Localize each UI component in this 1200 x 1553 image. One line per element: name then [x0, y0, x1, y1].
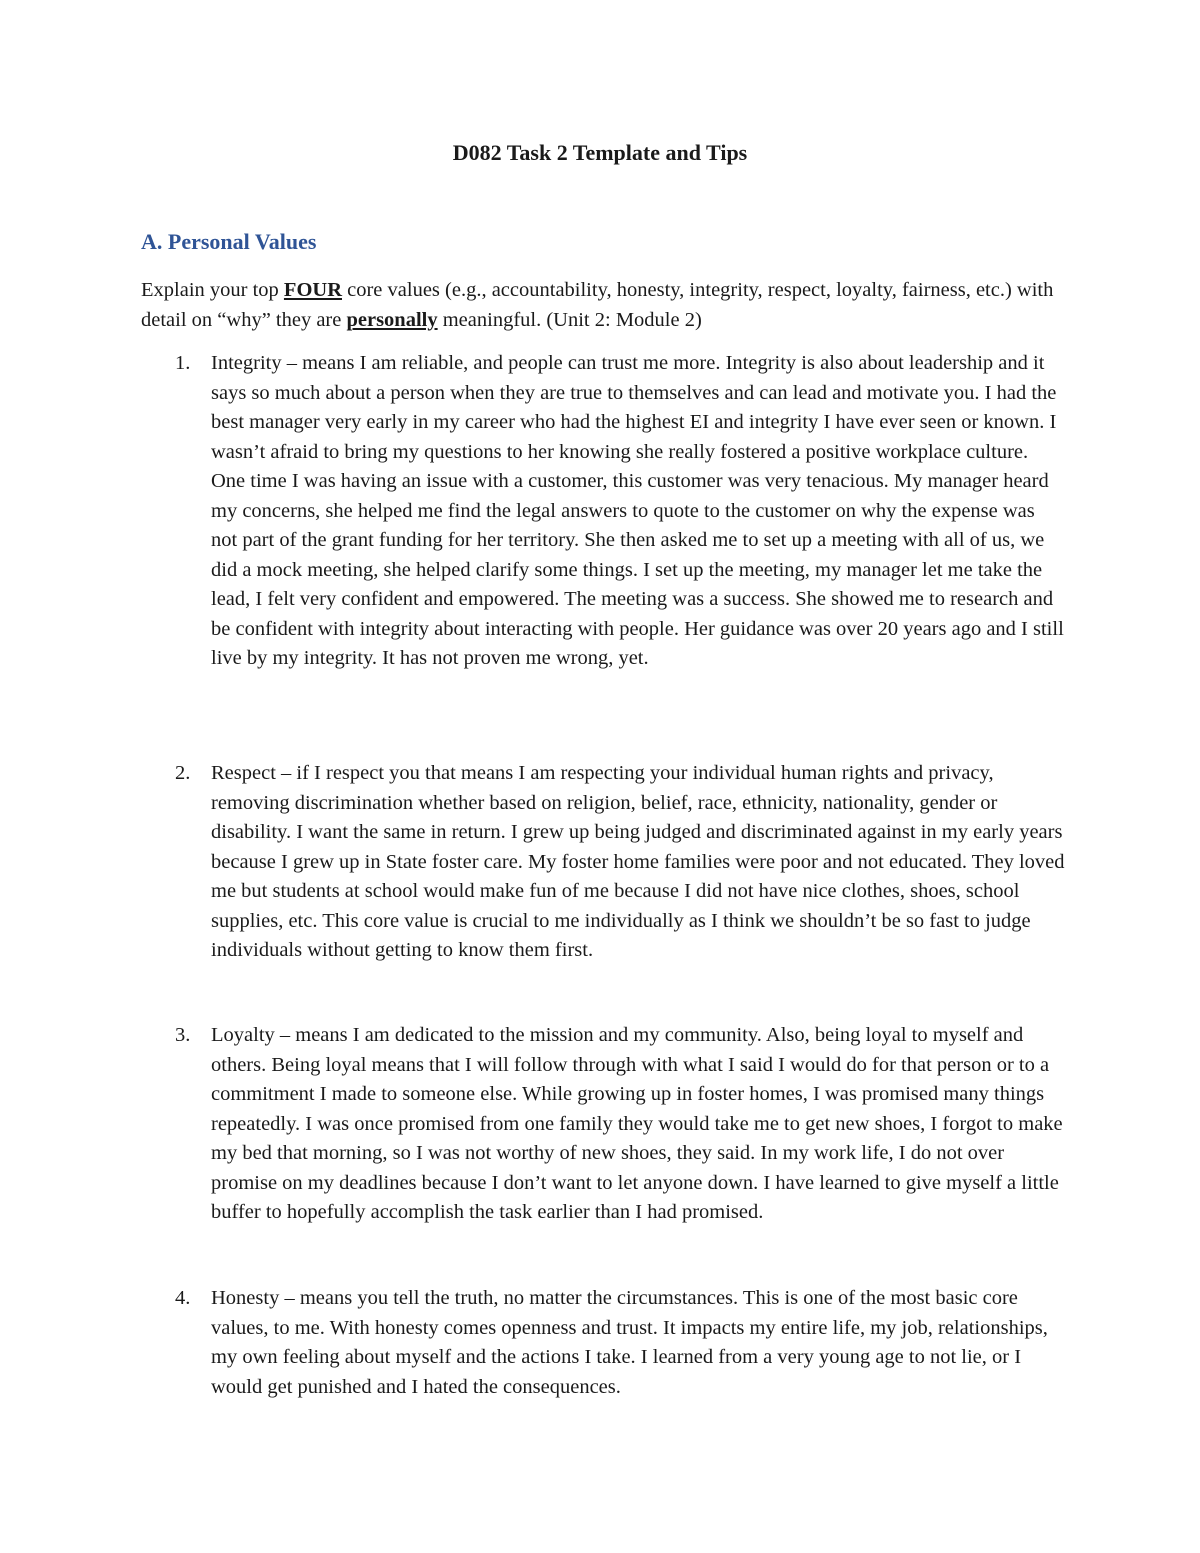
instructions-paragraph [141, 276, 1061, 335]
instructions-text: Explain your top [141, 279, 284, 301]
value-list-item-loyalty [141, 1021, 1066, 1228]
instructions-emphasis-personally: personally [346, 308, 438, 331]
list-number: 2. [175, 762, 191, 784]
list-number: 4. [175, 1287, 191, 1309]
value-list-item-respect [141, 759, 1066, 966]
instructions-emphasis-four: FOUR [283, 279, 342, 301]
value-list-item-honesty [141, 1284, 1066, 1402]
value-description: Respect – if I respect you that means I am respecting your individual human rights and privacy, removing discrimination whether based on religion, belief, race, ethnicity, nationality, gender or disability. I want the same in return. I grew up being judged and discriminated against in my early years because I grew up in State foster care. My foster home families were poor and not educated. They loved me but students at school would make fun of me because I did not have nice clothes, shoes, school supplies, etc. This core value is crucial to me individually as I think we shouldn’t be so fast to judge individuals without getting to know them first. [211, 762, 1065, 961]
value-list-item-integrity [141, 349, 1066, 674]
list-number: 1. [175, 352, 191, 374]
value-description: Integrity – means I am reliable, and people can trust me more. Integrity is also about leadership and it says so much about a person when they are true to themselves and can lead and motivate you. I had the best manager very early in my career who had the highest EI and integrity I have ever seen or known. I wasn’t afraid to bring my questions to her knowing she really fostered a positive workplace culture. One time I was having an issue with a customer, this customer was very tenacious. My manager heard my concerns, she helped me find the legal answers to quote to the customer on why the expense was not part of the grant funding for her territory. She then asked me to set up a meeting with all of us, we did a mock meeting, she helped clarify some things. I set up the meeting, my manager let me take the lead, I felt very confident and empowered. The meeting was a success. She showed me to research and be confident with integrity about interacting with people. Her guidance was over 20 years ago and I still live by my integrity. It has not proven me wrong, yet. [211, 352, 1064, 669]
instructions-text: meaningful. (Unit 2: Module 2) [437, 308, 702, 331]
value-description: Honesty – means you tell the truth, no matter the circumstances. This is one of the most basic core values, to me. With honesty comes openness and trust. It impacts my entire life, my job, relationships, my own feeling about myself and the actions I take. I learned from a very young age to not lie, or I would get punished and I hated the consequences. [211, 1287, 1048, 1398]
instructions-text: core values (e.g., accountability, honesty, integrity, respect, loyalty, fairness, etc.) with detail on “why” they are [141, 279, 1054, 331]
list-number: 3. [175, 1024, 191, 1046]
section-heading: A. Personal Values [141, 229, 317, 254]
document-title: D082 Task 2 Template and Tips [452, 140, 748, 165]
value-description: Loyalty – means I am dedicated to the mission and my community. Also, being loyal to myself and others. Being loyal means that I will follow through with what I said I would do for that person or to a commitment I made to someone else. While growing up in foster homes, I was promised many things repeatedly. I was once promised from one family they would take me to get new shoes, I forgot to make my bed that morning, so I was not worthy of new shoes, they said. In my work life, I do not over promise on my deadlines because I don’t want to let anyone down. I have learned to give myself a little buffer to hopefully accomplish the task earlier than I had promised. [211, 1024, 1063, 1223]
